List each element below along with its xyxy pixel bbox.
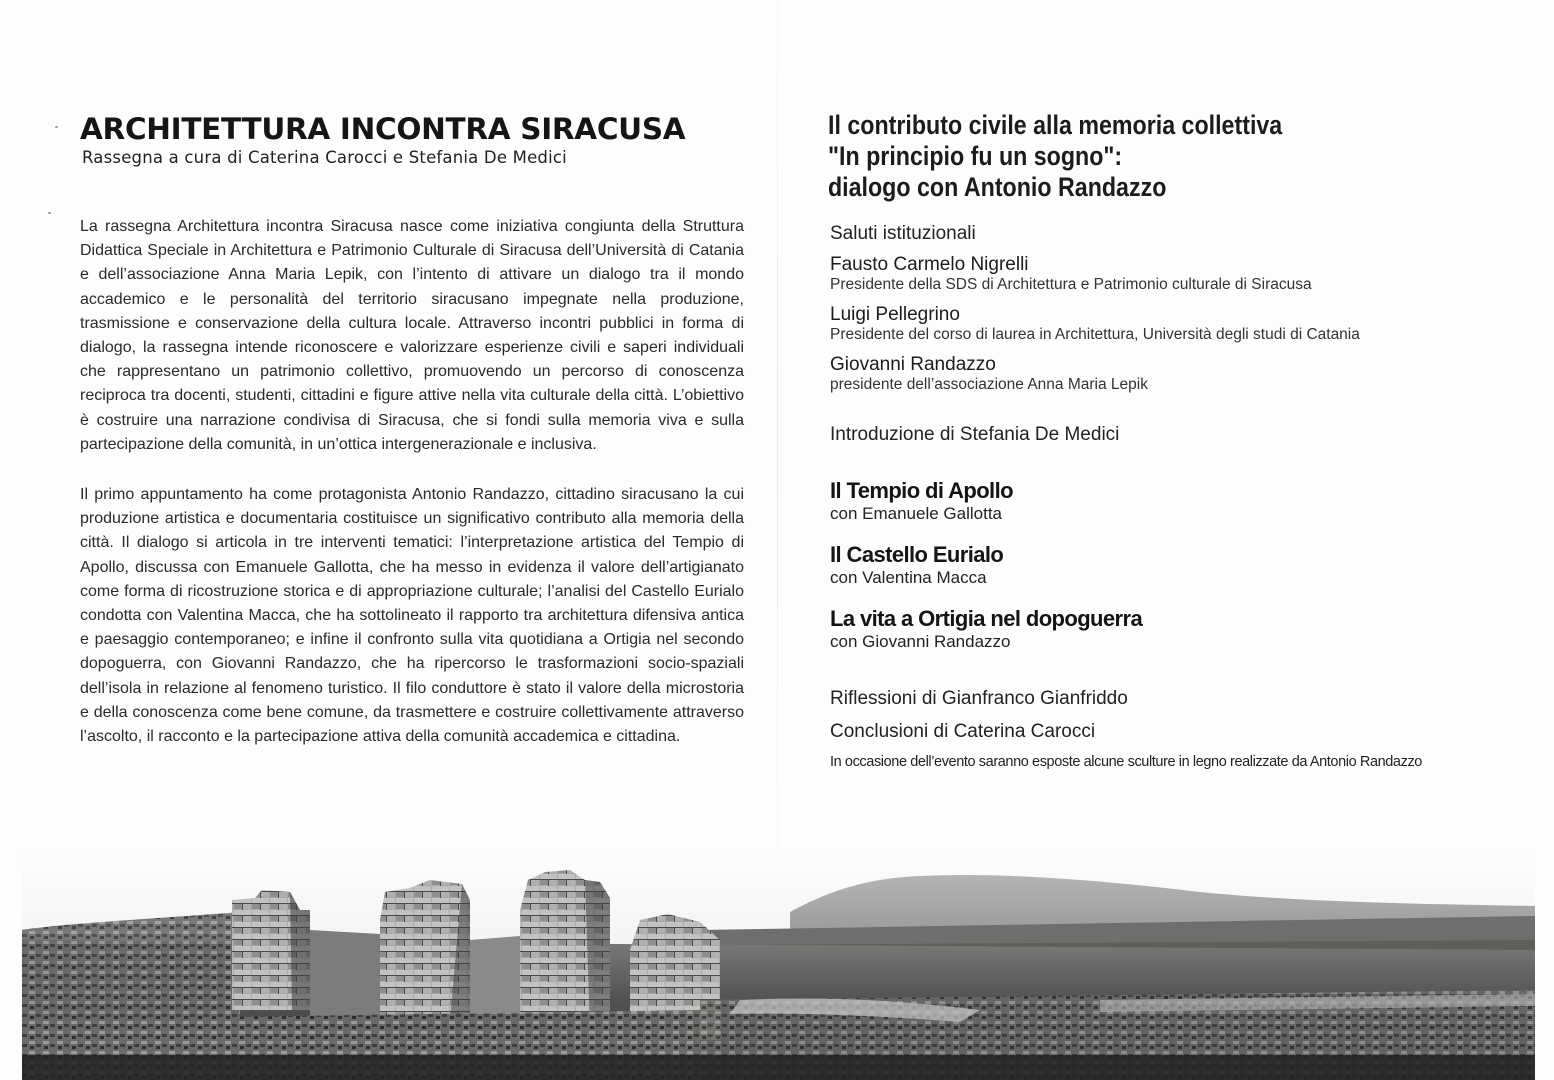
ruins-photo: [0, 850, 1554, 1080]
series-title: ARCHITETTURA INCONTRA SIRACUSA: [80, 112, 686, 146]
speaker-entry: [830, 254, 1520, 294]
reflections-line: Riflessioni di Gianfranco Gianfriddo: [830, 688, 1128, 709]
event-title-line: Il contributo civile alla memoria collettiva: [828, 110, 1283, 140]
talk-entry: [830, 606, 1520, 652]
talk-speaker: con Valentina Macca: [830, 568, 987, 587]
speaker-entry: [830, 354, 1520, 394]
talk-speaker: con Giovanni Randazzo: [830, 632, 1011, 651]
speaker-name: Giovanni Randazzo: [830, 354, 996, 375]
exhibition-note: In occasione dell’evento saranno esposte alcune sculture in legno realizzate da Antonio Randazzo: [830, 754, 1422, 770]
speaker-name: Fausto Carmelo Nigrelli: [830, 254, 1029, 275]
series-curators: Rassegna a cura di Caterina Carocci e Stefania De Medici: [82, 148, 567, 167]
speaker-role: presidente dell’associazione Anna Maria Lepik: [830, 376, 1148, 393]
talk-speaker: con Emanuele Gallotta: [830, 504, 1002, 523]
speaker-name: Luigi Pellegrino: [830, 304, 960, 325]
greetings-label: Saluti istituzionali: [830, 223, 976, 244]
left-column: [80, 112, 744, 749]
event-title-line: dialogo con Antonio Randazzo: [828, 172, 1167, 202]
talk-entry: [830, 478, 1520, 524]
conclusions-line: Conclusioni di Caterina Carocci: [830, 721, 1096, 742]
talk-entry: [830, 542, 1520, 588]
event-title: [828, 110, 1520, 203]
speaker-role: Presidente della SDS di Architettura e Patrimonio culturale di Siracusa: [830, 276, 1312, 293]
event-title-line: "In principio fu un sogno":: [828, 141, 1123, 171]
introduction-line: Introduzione di Stefania De Medici: [830, 424, 1120, 445]
speaker-role: Presidente del corso di laurea in Architettura, Università degli studi di Catania: [830, 326, 1360, 343]
talk-title: Il Castello Eurialo: [830, 542, 1004, 567]
scan-speck: [48, 212, 51, 214]
speaker-entry: [830, 304, 1520, 344]
talk-title: Il Tempio di Apollo: [830, 478, 1013, 503]
page-fold: [777, 0, 778, 860]
intro-paragraph: La rassegna Architettura incontra Siracusa nasce come iniziativa congiunta della Struttura Didattica Speciale in Architettura e Patrimonio Culturale di Siracusa dell’Università di Catania e dell’associazione Anna Maria Lepik, con l’intento di attivare un dialogo tra il mondo accademico e le personalità del territorio siracusano impegnate nella produzione, trasmissione e conservazione della cultura locale. Attraverso incontri pubblici in forma di dialogo, la rassegna intende riconoscere e valorizzare esperienze civili e saperi individuali che rappresentano un patrimonio collettivo, promuovendo un percorso di conoscenza reciproca tra docenti, studenti, cittadini e figure attive nella vita culturale della città. L’obiettivo è costruire una narrazione condivisa di Siracusa, che si fondi sulla memoria viva e sulla partecipazione della comunità, in un’ottica intergenerazionale e inclusiva.: [80, 218, 744, 453]
talk-title: La vita a Ortigia nel dopoguerra: [830, 606, 1143, 631]
right-column: [830, 110, 1520, 770]
first-event-paragraph: Il primo appuntamento ha come protagonista Antonio Randazzo, cittadino siracusano la cui produzione artistica e documentaria costituisce un significativo contributo alla memoria della città. Il dialogo si articola in tre interventi tematici: l’interpretazione artistica del Tempio di Apollo, discussa con Emanuele Gallotta, che ha messo in evidenza il valore dell’artigianato come forma di ricostruzione storica e di appropriazione culturale; l’analisi del Castello Eurialo condotta con Valentina Macca, che ha sottolineato il rapporto tra architettura difensiva antica e paesaggio contemporaneo; e infine il confronto sulla vita quotidiana a Ortigia nel secondo dopoguerra, con Giovanni Randazzo, che ha ripercorso le trasformazioni socio-spaziali dell’isola in relazione al fenomeno turistico. Il filo conduttore è stato il valore della microstoria e della conoscenza come bene comune, da trasmettere e costruire collettivamente attraverso l’ascolto, il racconto e la partecipazione attiva della comunità accademica e cittadina.: [80, 486, 744, 746]
scan-speck: [55, 126, 58, 128]
